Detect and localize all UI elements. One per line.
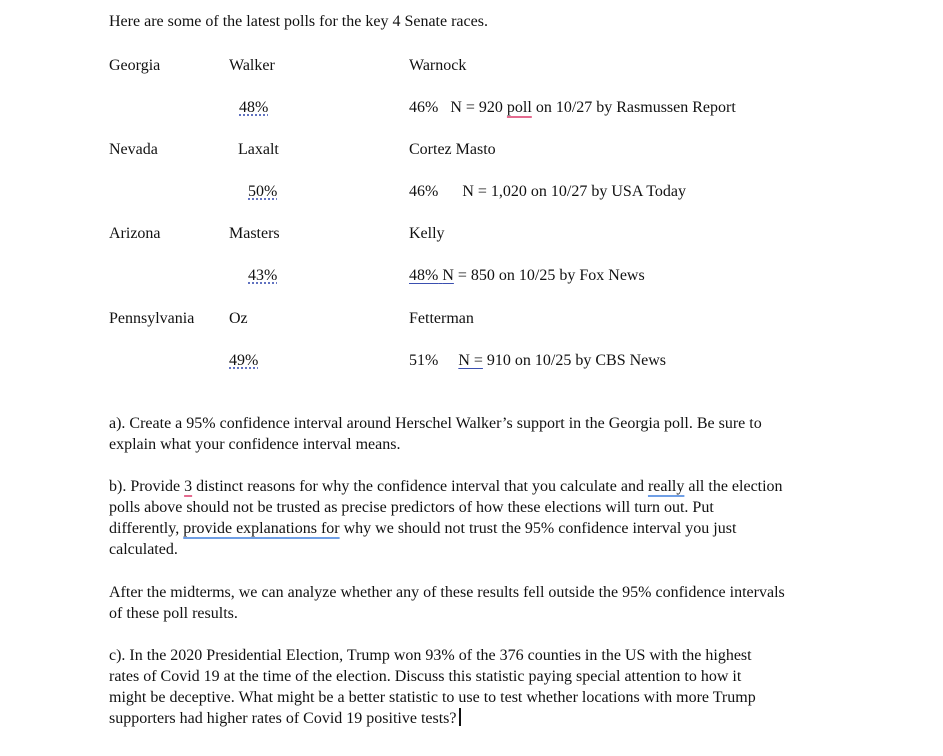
text-cursor[interactable] (459, 708, 461, 726)
poll-line-georgia: 46% N = 920 poll on 10/27 by Rasmussen Report (409, 99, 736, 116)
dem-pct-pennsylvania: 51% (409, 352, 439, 369)
intro-text: Here are some of the latest polls for the key 4 Senate races. (109, 13, 488, 30)
dem-pct-georgia: 46% (409, 99, 439, 116)
rep-candidate-nevada: Laxalt (238, 141, 279, 158)
dem-candidate-nevada: Cortez Masto (409, 141, 496, 158)
dem-candidate-pennsylvania: Fetterman (409, 310, 474, 327)
state-georgia: Georgia (109, 57, 161, 74)
dem-pct-arizona: 48% (409, 267, 439, 284)
poll-word: poll (506, 99, 532, 116)
state-arizona: Arizona (109, 225, 161, 242)
rep-pct-arizona: 43% (248, 267, 278, 284)
poll-line-pennsylvania: 51% N = 910 on 10/25 by CBS News (409, 352, 667, 369)
question-a: a). Create a 95% confidence interval around Herschel Walker’s support in the Georgia poll. Be sure to explain what your confidence interval means. (109, 415, 762, 453)
state-pennsylvania: Pennsylvania (109, 310, 195, 327)
state-nevada: Nevada (109, 141, 158, 158)
rep-pct-nevada: 50% (248, 183, 278, 200)
poll-line-arizona: 48% N = 850 on 10/25 by Fox News (409, 267, 645, 284)
midterms-note: After the midterms, we can analyze whether any of these results fell outside the 95% confidence intervals of these poll results. (109, 584, 785, 622)
rep-pct-georgia: 48% (239, 99, 269, 116)
poll-line-nevada: 46% N = 1,020 on 10/27 by USA Today (409, 183, 686, 200)
question-c: c). In the 2020 Presidential Election, Trump won 93% of the 376 counties in the US with the highest rates of Covid 19 at the time of the election. Discuss this statistic paying special attention to how it might be deceptive. What might be a better statistic to use to test whether locations with more Trump supporters had higher rates of Covid 19 positive tests? (109, 647, 756, 727)
dem-pct-nevada: 46% (409, 183, 439, 200)
rep-candidate-georgia: Walker (229, 57, 275, 74)
dem-candidate-georgia: Warnock (409, 57, 467, 74)
dem-candidate-arizona: Kelly (409, 225, 445, 242)
rep-candidate-pennsylvania: Oz (229, 310, 248, 327)
rep-pct-pennsylvania: 49% (229, 352, 259, 369)
n-label: N (450, 99, 462, 116)
question-b: b). Provide 3 distinct reasons for why the confidence interval that you calculate and really all the election polls above should not be trusted as precise predictors of how these elections will turn out. Put differently, provide explanations for why we should not trust the 95% confidence interval you just calculated. (109, 478, 783, 558)
rep-candidate-arizona: Masters (229, 225, 280, 242)
